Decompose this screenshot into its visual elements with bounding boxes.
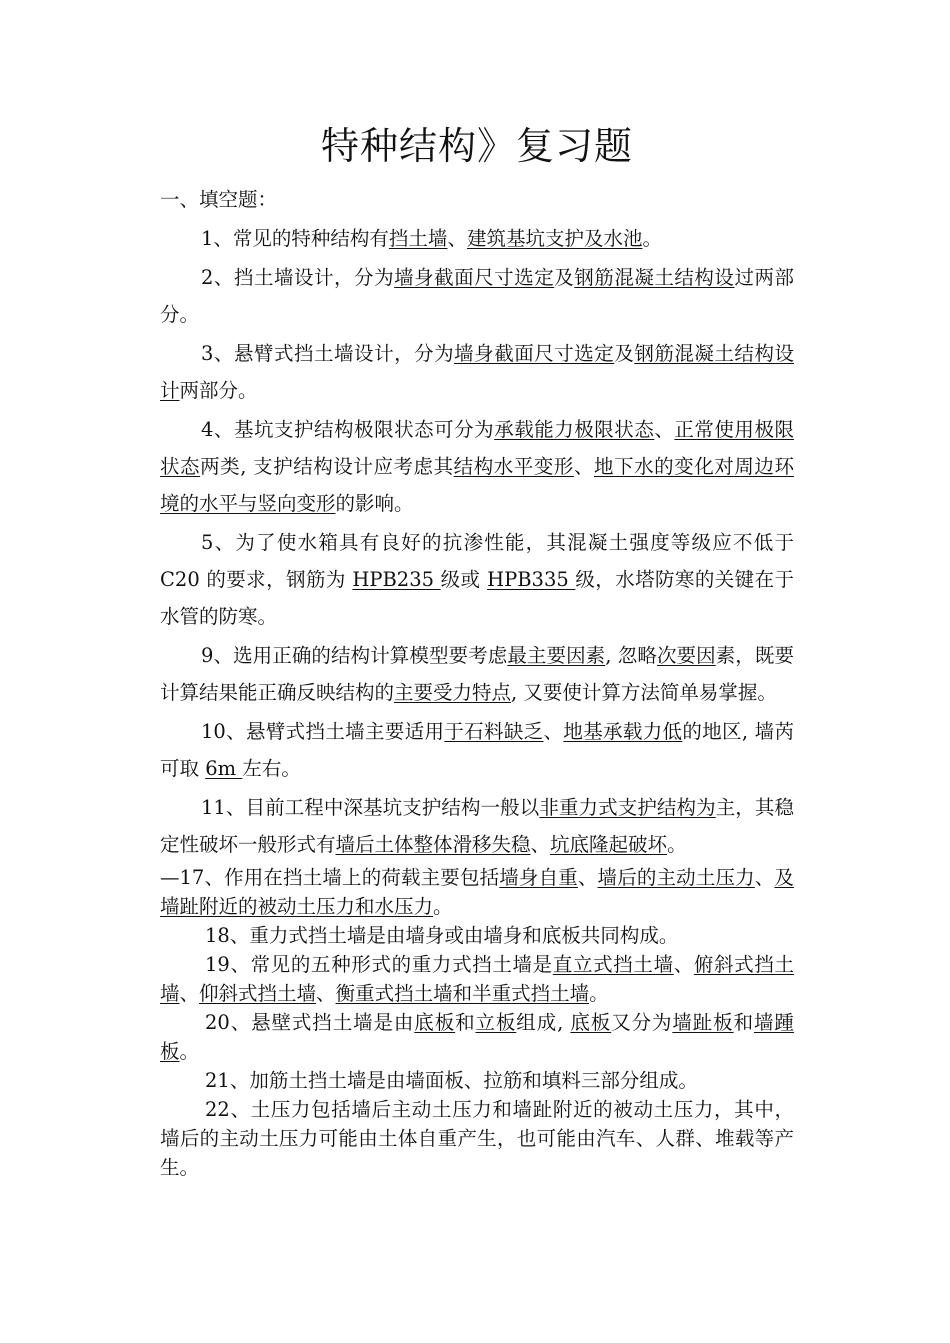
question-text: 3、悬臂式挡土墙设计，分为 <box>201 342 455 365</box>
question-text: 、 <box>316 982 336 1005</box>
answer-underlined: 墙身自重 <box>499 866 578 889</box>
answer-underlined: 墙身截面尺寸选定 <box>454 342 615 365</box>
question-text: 。 <box>433 895 453 918</box>
question-text: 级，水塔防寒的关键在于水管的防寒。 <box>160 568 794 628</box>
question-text: 。 <box>179 1040 200 1063</box>
question-21 <box>160 1066 794 1095</box>
question-text: 18、重力式挡土墙是由墙身或由墙身和底板共同构成。 <box>205 924 679 947</box>
answer-underlined: 钢筋混凝土结构设 <box>574 266 735 289</box>
answer-underlined: 墙后土体整体滑移失稳 <box>335 833 531 856</box>
section-heading: 一、填空题： <box>160 188 278 211</box>
question-text: 1、常见的特种结构有 <box>201 227 389 250</box>
answer-underlined: 6m <box>205 757 243 780</box>
question-text: 、 <box>530 833 551 856</box>
question-text: 组成, <box>516 1011 571 1034</box>
answer-underlined: 底板 <box>570 1011 612 1034</box>
question-5 <box>160 524 794 635</box>
question-text: 素，既要计算结果能正确反映结构的 <box>160 644 794 704</box>
question-text: 和 <box>733 1011 754 1034</box>
question-text: 、 <box>754 866 775 889</box>
question-1 <box>160 220 794 257</box>
answer-underlined: 墙踵板 <box>160 1011 794 1063</box>
question-18 <box>160 921 794 950</box>
question-text: 4、基坑支护结构极限状态可分为 <box>201 418 495 441</box>
question-text: 5、为了使水箱具有良好的抗渗性能，其混凝土强度等级应不低于 C20 的要求，钢筋为 <box>160 531 794 591</box>
answer-underlined: HPB235 <box>352 568 441 591</box>
question-text: , 又要使计算方法简单易掌握。 <box>511 681 777 704</box>
question-text: 20、悬壁式挡土墙是由 <box>205 1011 415 1034</box>
answer-underlined: 俯斜式挡土墙 <box>160 953 794 1005</box>
answer-underlined: 次要因 <box>656 644 716 667</box>
question-10 <box>160 713 794 787</box>
answer-underlined: 坑底隆起破坏 <box>550 833 668 856</box>
question-text: 。 <box>642 227 662 250</box>
answer-underlined: 挡土墙 <box>388 227 448 250</box>
question-text: 的影响。 <box>335 492 414 515</box>
question-text: 主，其稳定性破坏一般形式有 <box>160 796 794 856</box>
answer-underlined: 及墙趾附近的被动土压力和水压力 <box>160 866 794 918</box>
question-text: 19、常见的五种形式的重力式挡土墙是 <box>205 953 553 976</box>
question-text: 2、挡土墙设计，分为 <box>201 266 395 289</box>
question-text: 9、选用正确的结构计算模型要考虑 <box>201 644 508 667</box>
answer-underlined: 正常使用极限状态 <box>160 418 794 478</box>
answer-underlined: 墙后的主动土压力 <box>597 866 755 889</box>
answer-underlined: 最主要因素 <box>507 644 606 667</box>
question-text: —17、作用在挡土墙上的荷载主要包括 <box>160 866 500 889</box>
question-17 <box>160 863 794 921</box>
answer-underlined: HPB335 <box>487 568 576 591</box>
answer-underlined: 墙身截面尺寸选定 <box>394 266 555 289</box>
question-text: 两部分。 <box>179 379 258 402</box>
answer-underlined: 仰斜式挡土墙 <box>199 982 317 1005</box>
question-text: , 忽略 <box>605 644 657 667</box>
question-text: 、 <box>654 418 675 441</box>
question-text: 及 <box>554 266 575 289</box>
question-text: 、 <box>447 227 467 250</box>
question-text: 和 <box>455 1011 476 1034</box>
answer-underlined: 衡重式挡土墙和半重式挡土墙 <box>335 982 590 1005</box>
document-page <box>160 118 794 1182</box>
question-text: 10、悬臂式挡土墙主要适用 <box>201 720 445 743</box>
answer-underlined: 承载能力极限状态 <box>494 418 655 441</box>
question-2 <box>160 259 794 333</box>
document-title: 特种结构》复习题 <box>320 124 633 168</box>
question-text: 21、加筋土挡土墙是由墙面板、拉筋和填料三部分组成。 <box>205 1069 698 1092</box>
question-text: 过两部分。 <box>160 266 794 326</box>
question-9 <box>160 637 794 711</box>
question-text: 、 <box>673 953 694 976</box>
answer-underlined: 墙趾板 <box>672 1011 734 1034</box>
question-19 <box>160 950 794 1008</box>
answer-underlined: 于石料缺乏 <box>444 720 544 743</box>
question-text: 22、土压力包括墙后主动土压力和墙趾附近的被动土压力，其中，墙后的主动土压力可能由土体自重产生，也可能由汽车、人群、堆载等产生。 <box>160 1098 794 1179</box>
question-text: 、 <box>577 866 598 889</box>
question-20 <box>160 1008 794 1066</box>
question-text: 又分为 <box>611 1011 673 1034</box>
answer-underlined: 主要受力特点 <box>394 681 512 704</box>
question-text: 左右。 <box>242 757 301 780</box>
answer-underlined: 结构水平变形 <box>453 455 574 478</box>
answer-underlined: 底板 <box>414 1011 456 1034</box>
question-text: 、 <box>573 455 595 478</box>
question-text: 、 <box>543 720 564 743</box>
question-3 <box>160 335 794 409</box>
question-text: 。 <box>589 982 609 1005</box>
answer-underlined: 非重力式支护结构为 <box>539 796 716 819</box>
answer-underlined: 钢筋混凝土结构设计 <box>160 342 794 402</box>
answer-underlined: 立板 <box>475 1011 517 1034</box>
question-4 <box>160 411 794 522</box>
question-text: 级或 <box>440 568 488 591</box>
answer-underlined: 建筑基坑支护及水池 <box>466 227 643 250</box>
answer-underlined: 地基承载力低 <box>563 720 683 743</box>
question-text: 、 <box>179 982 200 1005</box>
answer-underlined: 直立式挡土墙 <box>552 953 674 976</box>
question-text: 及 <box>614 342 635 365</box>
answer-underlined: 地下水的变化对周边环境的水平与竖向变形 <box>160 455 794 515</box>
question-text: 。 <box>667 833 687 856</box>
question-text: 两类, 支护结构设计应考虑其 <box>200 455 454 478</box>
question-text: 的地区, 墙芮可取 <box>160 720 794 780</box>
question-22 <box>160 1095 794 1182</box>
question-11 <box>160 789 794 863</box>
question-text: 11、目前工程中深基坑支护结构一般以 <box>201 796 540 819</box>
